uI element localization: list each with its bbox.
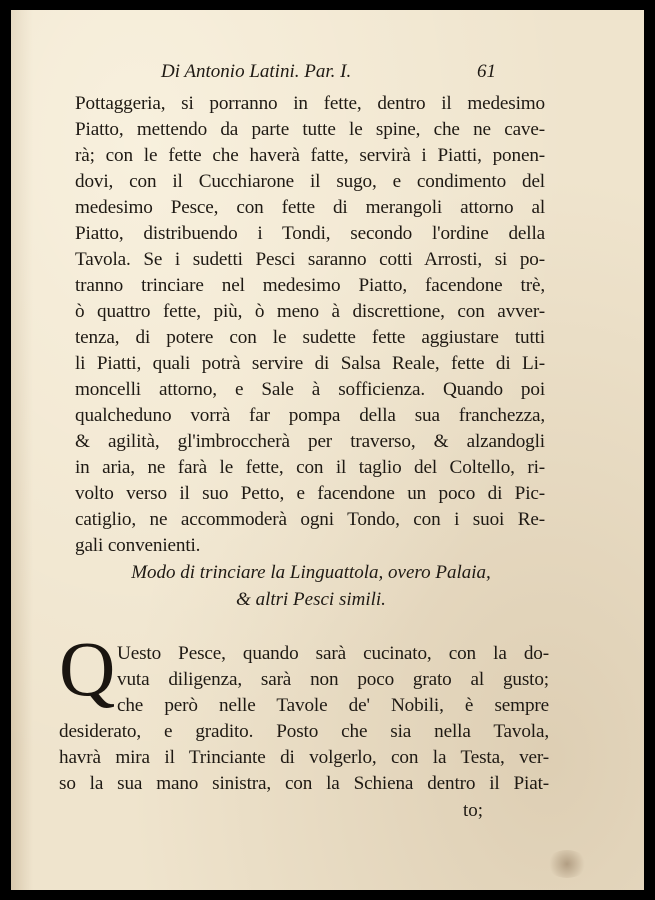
text-line: catiglio, ne accommoderà ogni Tondo, con i suoi Re- bbox=[75, 509, 545, 530]
text-line: Pottaggeria, si porranno in fette, dentro il medesimo bbox=[75, 93, 545, 114]
section-heading-line-1: Modo di trinciare la Linguattola, overo Palaia, bbox=[131, 562, 491, 583]
text-line: li Piatti, quali potrà servire di Salsa Reale, fette di Li- bbox=[75, 353, 545, 374]
text-line: Piatto, distribuendo i Tondi, secondo l'ordine della bbox=[75, 223, 545, 244]
text-line: Piatto, mettendo da parte tutte le spine, che ne cave- bbox=[75, 119, 545, 140]
text-line: moncelli attorno, e Sale à sofficienza. Quando poi bbox=[75, 379, 545, 400]
section-heading-line-2: & altri Pesci simili. bbox=[236, 589, 386, 610]
page-number: 61 bbox=[477, 61, 496, 82]
text-line: in aria, ne farà le fette, con il taglio del Coltello, ri- bbox=[75, 457, 545, 478]
text-line: so la sua mano sinistra, con la Schiena dentro il Piat- bbox=[59, 773, 549, 794]
text-line: tranno trinciare nel medesimo Piatto, facendone trè, bbox=[75, 275, 545, 296]
text-line: desiderato, e gradito. Posto che sia nella Tavola, bbox=[59, 721, 549, 742]
text-line: qualcheduno vorrà far pompa della sua franchezza, bbox=[75, 405, 545, 426]
text-line: medesimo Pesce, con fette di merangoli attorno al bbox=[75, 197, 545, 218]
running-title: Di Antonio Latini. Par. I. bbox=[161, 61, 352, 82]
text-line: vuta diligenza, sarà non poco grato al gusto; bbox=[117, 669, 549, 690]
ink-stain bbox=[546, 850, 588, 878]
text-line: Tavola. Se i sudetti Pesci saranno cotti Arrosti, si po- bbox=[75, 249, 545, 270]
text-line: dovi, con il Cucchiarone il sugo, e condimento del bbox=[75, 171, 545, 192]
drop-capital: Q bbox=[59, 625, 116, 712]
book-page bbox=[11, 10, 644, 890]
text-line: volto verso il suo Petto, e facendone un poco di Pic- bbox=[75, 483, 545, 504]
text-line: Uesto Pesce, quando sarà cucinato, con la do- bbox=[117, 643, 549, 664]
text-line: rà; con le fette che haverà fatte, servirà i Piatti, ponen- bbox=[75, 145, 545, 166]
catchword: to; bbox=[463, 800, 484, 821]
text-line: che però nelle Tavole de' Nobili, è sempre bbox=[117, 695, 549, 716]
text-line: ò quattro fette, più, ò meno à discrettione, con avver- bbox=[75, 301, 545, 322]
text-line: gali convenienti. bbox=[75, 535, 201, 556]
text-line: havrà mira il Trinciante di volgerlo, con la Testa, ver- bbox=[59, 747, 549, 768]
text-line: & agilità, gl'imbroccherà per traverso, & alzandogli bbox=[75, 431, 545, 452]
text-line: tenza, di potere con le sudette fette aggiustare tutti bbox=[75, 327, 545, 348]
